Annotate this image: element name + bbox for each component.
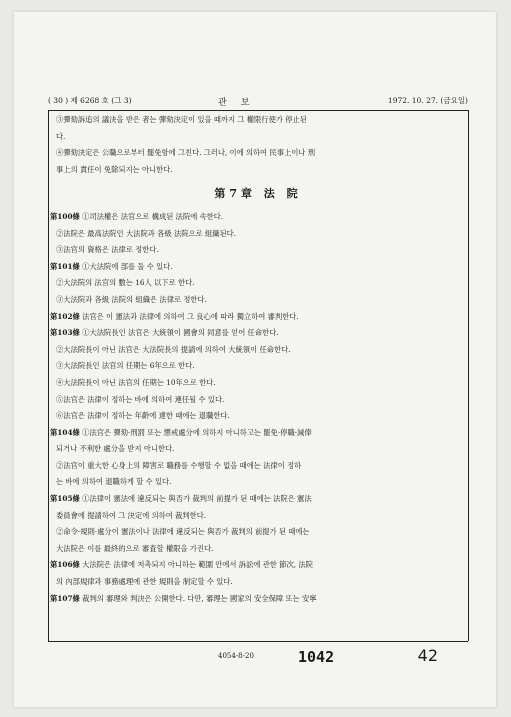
article-text: ⑥法官은 法律이 정하는 年齡에 達한 때에는 退職한다. [56, 411, 230, 421]
page-header [48, 95, 468, 109]
article-number: 第106條 [50, 560, 80, 570]
footer-rule [48, 641, 468, 642]
document-body [50, 112, 466, 639]
chapter-heading: 第7章 法 院 [214, 187, 302, 201]
article-text: ②大法院의 法官의 數는 16人 以下로 한다. [56, 278, 195, 288]
article-line [50, 491, 466, 508]
article-line [50, 242, 466, 259]
issue-date: 1972. 10. 27. (금요일) [387, 96, 468, 105]
page-number: 42 [417, 646, 438, 665]
article-line [50, 342, 466, 359]
article-line [50, 425, 466, 442]
article-line [50, 458, 466, 475]
article-text: 大法院은 이를 最終的으로 審査할 權限을 가진다. [56, 543, 214, 553]
article-number: 第104條 [50, 427, 80, 437]
print-code: 4054-8-20 [218, 652, 254, 660]
article-list [50, 209, 466, 607]
text-line: 다. [56, 131, 66, 141]
article-line [50, 292, 466, 309]
text-line: ③彈劾訴追의 議決을 받은 者는 彈劾決定이 있을 때까지 그 權限行使가 停止된 [56, 115, 307, 124]
article-line [50, 441, 466, 458]
article-line [50, 226, 466, 243]
header-rule [48, 110, 468, 111]
page-stamp: 1042 [298, 648, 335, 666]
article-number: 第105條 [50, 494, 80, 504]
article-text: ①大法院長인 法官은 大統領이 國會의 同意를 얻어 任命한다. [79, 328, 279, 338]
article-text: ①大法院에 部를 둘 수 있다. [79, 261, 173, 271]
article-text: ④大法院長이 아닌 法官의 任期는 10年으로 한다. [56, 377, 216, 387]
frame-right [468, 110, 469, 641]
article-text: 法官은 이 憲法과 法律에 의하여 그 良心에 따라 獨立하여 審判한다. [79, 311, 299, 321]
article-line [50, 591, 466, 608]
article-text: 裁判의 審理와 判決은 公開한다. 다만, 審理는 國家의 安全保障 또는 安寧 [79, 593, 317, 603]
issue-number: ( 30 ) 제 6268 호 (그 3) [48, 96, 132, 105]
article-line [50, 541, 466, 558]
text-line: ④彈劾決定은 公職으로부터 罷免함에 그친다. 그러나, 이에 의하여 民事上이나 刑 [56, 148, 316, 158]
article-line [50, 209, 466, 226]
article-text: 委員會에 提請하여 그 決定에 의하여 裁判한다. [56, 510, 207, 520]
article-text: ①司法權은 法官으로 構成된 法院에 속한다. [79, 211, 224, 221]
article-text: ②法院은 最高法院인 大法院과 各級 法院으로 組織된다. [56, 228, 237, 238]
article-text: ⑤法官은 法律이 정하는 바에 의하여 連任될 수 있다. [56, 394, 225, 404]
article-line [50, 309, 466, 326]
article-line [50, 275, 466, 292]
article-line [50, 574, 466, 591]
article-line [50, 557, 466, 574]
article-text: ③法官의 資格은 法律로 정한다. [56, 245, 159, 255]
article-text: ②法官이 重大한 心身上의 障害로 職務를 수행할 수 없을 때에는 法律이 정하 [56, 460, 302, 470]
article-number: 第100條 [50, 211, 80, 221]
article-line [50, 358, 466, 375]
article-text: ②大法院長이 아닌 法官은 大法院長의 提請에 의하여 大統領이 任命한다. [56, 344, 291, 354]
article-number: 第101條 [50, 261, 80, 271]
article-line [50, 408, 466, 425]
article-text: ①法律이 憲法에 違反되는 與否가 裁判의 前提가 된 때에는 法院은 憲法 [79, 494, 312, 504]
article-line [50, 375, 466, 392]
article-line [50, 325, 466, 342]
article-text: 되거나 不利한 處分을 받지 아니한다. [56, 444, 175, 454]
article-number: 第103條 [50, 328, 80, 338]
article-line [50, 524, 466, 541]
article-text: ①法官은 彈劾·刑罰 또는 懲戒處分에 의하지 아니하고는 罷免·停職·減俸 [79, 427, 312, 437]
article-text: ③大法院과 各級 法院의 組織은 法律로 정한다. [56, 294, 207, 304]
article-text: 大法院은 法律에 저촉되지 아니하는 範圍 안에서 訴訟에 관한 節次, 法院 [79, 560, 313, 570]
article-line [50, 392, 466, 409]
article-text: 는 바에 의하여 退職하게 할 수 있다. [56, 477, 172, 487]
article-line [50, 508, 466, 525]
page-footer [48, 648, 468, 672]
article-text: ②命令·規則·處分이 憲法이나 法律에 違反되는 與否가 裁判의 前提가 된 때에는 [56, 527, 310, 537]
article-line [50, 474, 466, 491]
text-line: 事上의 責任이 免除되지는 아니한다. [56, 164, 173, 174]
article-number: 第102條 [50, 311, 80, 321]
gazette-title: 관보 [218, 98, 264, 108]
article-number: 第107條 [50, 593, 80, 603]
article-text: ③大法院長인 法官의 任期는 6年으로 한다. [56, 361, 195, 371]
article-text: 의 內部規律과 事務處理에 관한 規則을 制定할 수 있다. [56, 577, 233, 587]
article-line [50, 259, 466, 276]
frame-left [48, 110, 49, 641]
